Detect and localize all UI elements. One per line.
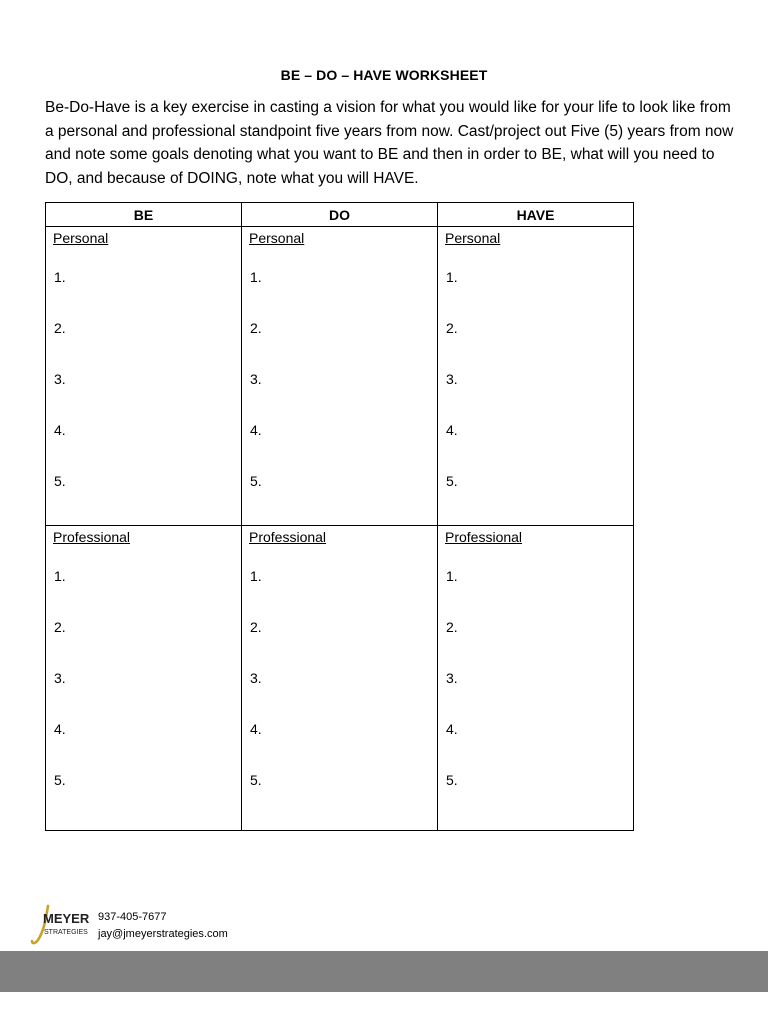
meyer-strategies-logo xyxy=(30,903,96,947)
footer-email: jay@jmeyerstrategies.com xyxy=(98,928,228,940)
list-item: 2. xyxy=(250,619,262,635)
list-item: 2. xyxy=(250,320,262,336)
have-personal-cell xyxy=(438,227,634,526)
list-item: 3. xyxy=(446,371,458,387)
footer-phone: 937-405-7677 xyxy=(98,911,167,923)
personal-row xyxy=(46,227,634,526)
list-item: 5. xyxy=(54,473,66,489)
list-item: 3. xyxy=(54,670,66,686)
section-label-professional: Professional xyxy=(445,529,523,545)
do-personal-cell xyxy=(242,227,438,526)
list-item: 1. xyxy=(446,269,458,285)
goal-list xyxy=(242,568,437,823)
list-item: 4. xyxy=(250,721,262,737)
logo-tagline: STRATEGIES xyxy=(44,929,88,936)
goal-list xyxy=(438,568,633,823)
section-label-professional: Professional xyxy=(53,529,131,545)
list-item: 3. xyxy=(446,670,458,686)
footer-bar xyxy=(0,951,768,992)
list-item: 1. xyxy=(446,568,458,584)
section-label-professional: Professional xyxy=(249,529,327,545)
list-item: 1. xyxy=(54,568,66,584)
list-item: 4. xyxy=(54,422,66,438)
be-professional-cell xyxy=(46,526,242,831)
footer-contact xyxy=(98,909,228,943)
list-item: 1. xyxy=(250,568,262,584)
page-title: BE – DO – HAVE WORKSHEET xyxy=(280,67,488,83)
be-do-have-table xyxy=(45,202,634,831)
list-item: 3. xyxy=(250,371,262,387)
goal-list xyxy=(242,269,437,524)
list-item: 4. xyxy=(250,422,262,438)
column-header-be: BE xyxy=(46,203,242,227)
list-item: 4. xyxy=(446,422,458,438)
list-item: 4. xyxy=(446,721,458,737)
list-item: 2. xyxy=(54,619,66,635)
logo-wordmark: MEYER xyxy=(43,911,90,926)
have-professional-cell xyxy=(438,526,634,831)
goal-list xyxy=(46,269,241,524)
column-header-do: DO xyxy=(242,203,438,227)
list-item: 5. xyxy=(54,772,66,788)
intro-paragraph: Be-Do-Have is a key exercise in casting a vision for what you would like for your life to look like from a personal and professional standpoint five years from now. Cast/project out Five (5) years from now and note some goals denoting what you want to BE and then in order to BE, what will you need to DO, and because of DOING, note what you will HAVE. xyxy=(45,99,734,187)
list-item: 5. xyxy=(250,473,262,489)
list-item: 2. xyxy=(446,320,458,336)
section-label-personal: Personal xyxy=(445,230,501,246)
be-personal-cell xyxy=(46,227,242,526)
list-item: 3. xyxy=(54,371,66,387)
list-item: 5. xyxy=(446,473,458,489)
section-label-personal: Personal xyxy=(249,230,305,246)
goal-list xyxy=(46,568,241,823)
list-item: 2. xyxy=(54,320,66,336)
section-label-personal: Personal xyxy=(53,230,109,246)
list-item: 5. xyxy=(250,772,262,788)
column-header-have: HAVE xyxy=(438,203,634,227)
list-item: 2. xyxy=(446,619,458,635)
table-header-row xyxy=(46,203,634,227)
do-professional-cell xyxy=(242,526,438,831)
goal-list xyxy=(438,269,633,524)
list-item: 1. xyxy=(250,269,262,285)
list-item: 4. xyxy=(54,721,66,737)
professional-row xyxy=(46,526,634,831)
list-item: 1. xyxy=(54,269,66,285)
list-item: 3. xyxy=(250,670,262,686)
list-item: 5. xyxy=(446,772,458,788)
